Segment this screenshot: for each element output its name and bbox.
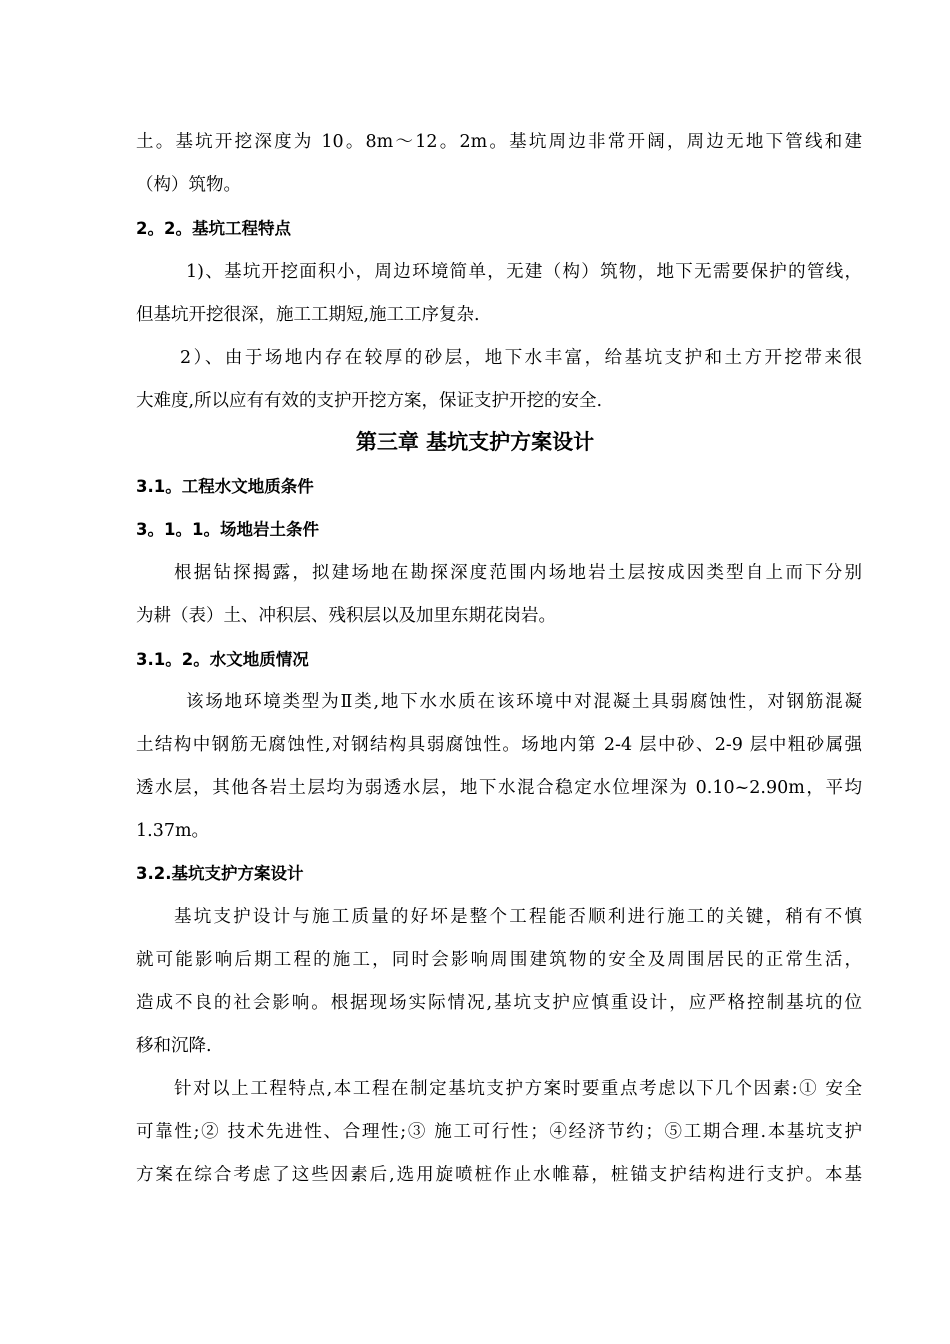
subsection-heading-3-1-1: 3。1。1。场地岩土条件 (136, 520, 319, 539)
body-text-line: 透水层，其他各岩土层均为弱透水层，地下水混合稳定水位埋深为 0.10~2.90m，平均 (136, 778, 862, 798)
section-heading-3-2: 3.2.基坑支护方案设计 (136, 864, 304, 883)
body-text-line: 方案在综合考虑了这些因素后,选用旋喷桩作止水帷幕，桩锚支护结构进行支护。本基 (136, 1165, 862, 1185)
body-text-line: 针对以上工程特点,本工程在制定基坑支护方案时要重点考虑以下几个因素:① 安全 (174, 1079, 862, 1099)
body-text-line: 为耕（表）土、冲积层、残积层以及加里东期花岗岩。 (136, 606, 556, 626)
body-text-line: 1)、基坑开挖面积小，周边环境简单，无建（构）筑物，地下无需要保护的管线， (186, 262, 862, 282)
body-text-line: 就可能影响后期工程的施工，同时会影响周围建筑物的安全及周围居民的正常生活， (136, 950, 862, 970)
body-text-line: 移和沉降. (136, 1036, 212, 1056)
section-heading-2-2: 2。2。基坑工程特点 (136, 219, 291, 238)
body-text-line: 可靠性;② 技术先进性、合理性;③ 施工可行性；④经济节约；⑤工期合理.本基坑支护 (136, 1122, 862, 1142)
section-heading-3-1: 3.1。工程水文地质条件 (136, 477, 314, 496)
body-text-line: 2）、由于场地内存在较厚的砂层，地下水丰富，给基坑支护和土方开挖带来很 (180, 348, 862, 368)
body-text-line: 根据钻探揭露，拟建场地在勘探深度范围内场地岩土层按成因类型自上而下分别 (174, 563, 862, 583)
body-text-line: 基坑支护设计与施工质量的好坏是整个工程能否顺利进行施工的关键，稍有不慎 (174, 907, 862, 927)
body-text-line: （构）筑物。 (136, 175, 241, 195)
chapter-title: 第三章 基坑支护方案设计 (355, 430, 595, 454)
body-text-line: 该场地环境类型为Ⅱ类,地下水水质在该环境中对混凝土具弱腐蚀性，对钢筋混凝 (186, 692, 862, 712)
body-text-line: 1.37m。 (136, 821, 210, 841)
body-text-line: 土结构中钢筋无腐蚀性,对钢结构具弱腐蚀性。场地内第 2-4 层中砂、2-9 层中粗砂属强 (136, 735, 862, 755)
subsection-heading-3-1-2: 3.1。2。水文地质情况 (136, 650, 309, 669)
body-text-line: 大难度,所以应有有效的支护开挖方案，保证支护开挖的安全. (136, 391, 603, 411)
body-text-line: 但基坑开挖很深，施工工期短,施工工序复杂. (136, 305, 480, 325)
body-text-line: 造成不良的社会影响。根据现场实际情况,基坑支护应慎重设计，应严格控制基坑的位 (136, 993, 862, 1013)
body-text-line: 土。基坑开挖深度为 10。8m～12。2m。基坑周边非常开阔，周边无地下管线和建 (136, 132, 862, 152)
